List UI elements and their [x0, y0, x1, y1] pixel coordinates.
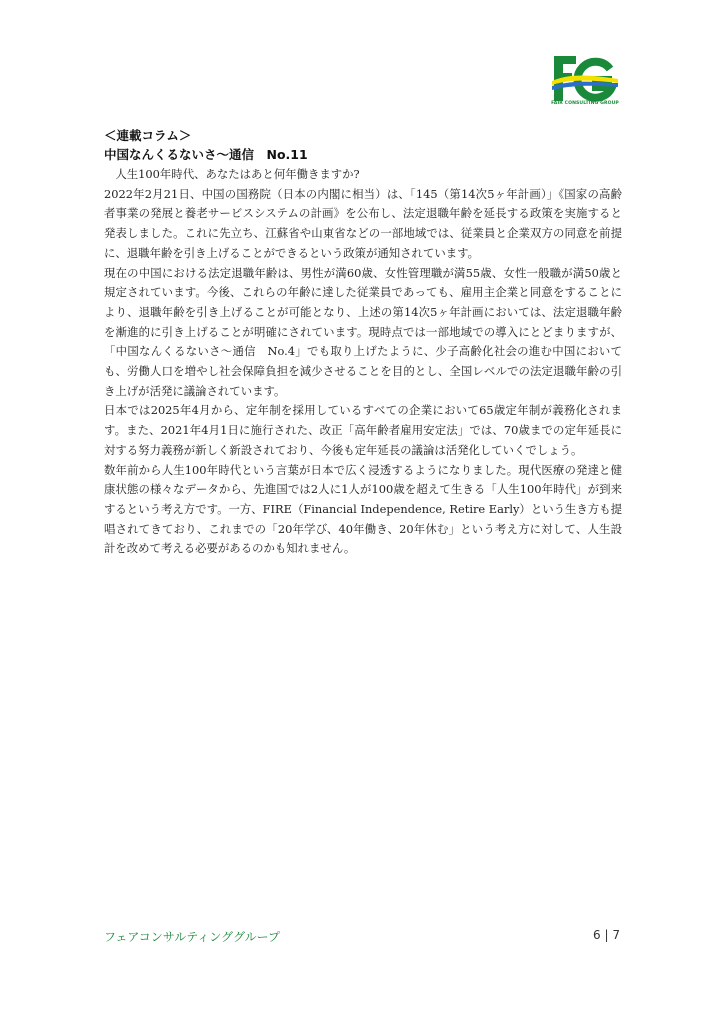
paragraph-intro: 人生100年時代、あなたはあと何年働きますか?: [115, 167, 360, 181]
series-title: ＜連載コラム＞: [104, 128, 192, 143]
paragraph: 現在の中国における法定退職年齢は、男性が満60歳、女性管理職が満55歳、女性一般職が満50歳と規定されています。今後、これらの年齢に達した従業員であっても、雇用主企業と同意をすることにより、退職年齢を引き上げることが可能となり、上述の第14次5ヶ年計画においては、法定退職年齢を漸進的に引き上げることが明確にされています。現時点では一部地域での導入にとどまりますが、「中国なんくるないさ〜通信 No.4」でも取り上げたように、少子高齢化社会の進む中国においても、労働人口を増やし社会保障負担を減少させることを目的とし、全国レベルでの法定退職年齢の引き上げが活発に議論されています。: [104, 265, 622, 398]
article-body: [104, 126, 622, 559]
column-title: 中国なんくるないさ〜通信 No.11: [104, 147, 308, 162]
logo-caption: FAIR CONSULTING GROUP: [551, 101, 619, 106]
page-number: 6 | 7: [593, 928, 620, 942]
paragraph: 数年前から人生100年時代という言葉が日本で広く浸透するようになりました。現代医療の発達と健康状態の様々なデータから、先進国では2人に1人が100歳を超えて生きる「人生100年時代」が到来するという考え方です。一方、FIRE（Financial Independence, Retire Early）という生き方も提唱されてきており、これまでの「20年学び、40年働き、20年休む」という考え方に対して、人生設計を改めて考える必要があるのかも知れません。: [104, 462, 622, 556]
paragraph: 日本では2025年4月から、定年制を採用しているすべての企業において65歳定年制が義務化されます。また、2021年4月1日に施行された、改正「高年齢者雇用安定法」では、70歳までの定年延長に対する努力義務が新しく新設されており、今後も定年延長の議論は活発化していくでしょう。: [104, 403, 622, 457]
paragraph: 2022年2月21日、中国の国務院（日本の内閣に相当）は、「145（第14次5ヶ年計画）」《国家の高齢者事業の発展と養老サービスシステムの計画》を公布し、法定退職年齢を延長する政策を実施すると発表しました。これに先立ち、江蘇省や山東省などの一部地域では、従業員と企業双方の同意を前提に、退職年齢を引き上げることができるという政策が通知されています。: [104, 186, 622, 260]
footer-company-name: フェアコンサルティンググループ: [104, 930, 281, 944]
